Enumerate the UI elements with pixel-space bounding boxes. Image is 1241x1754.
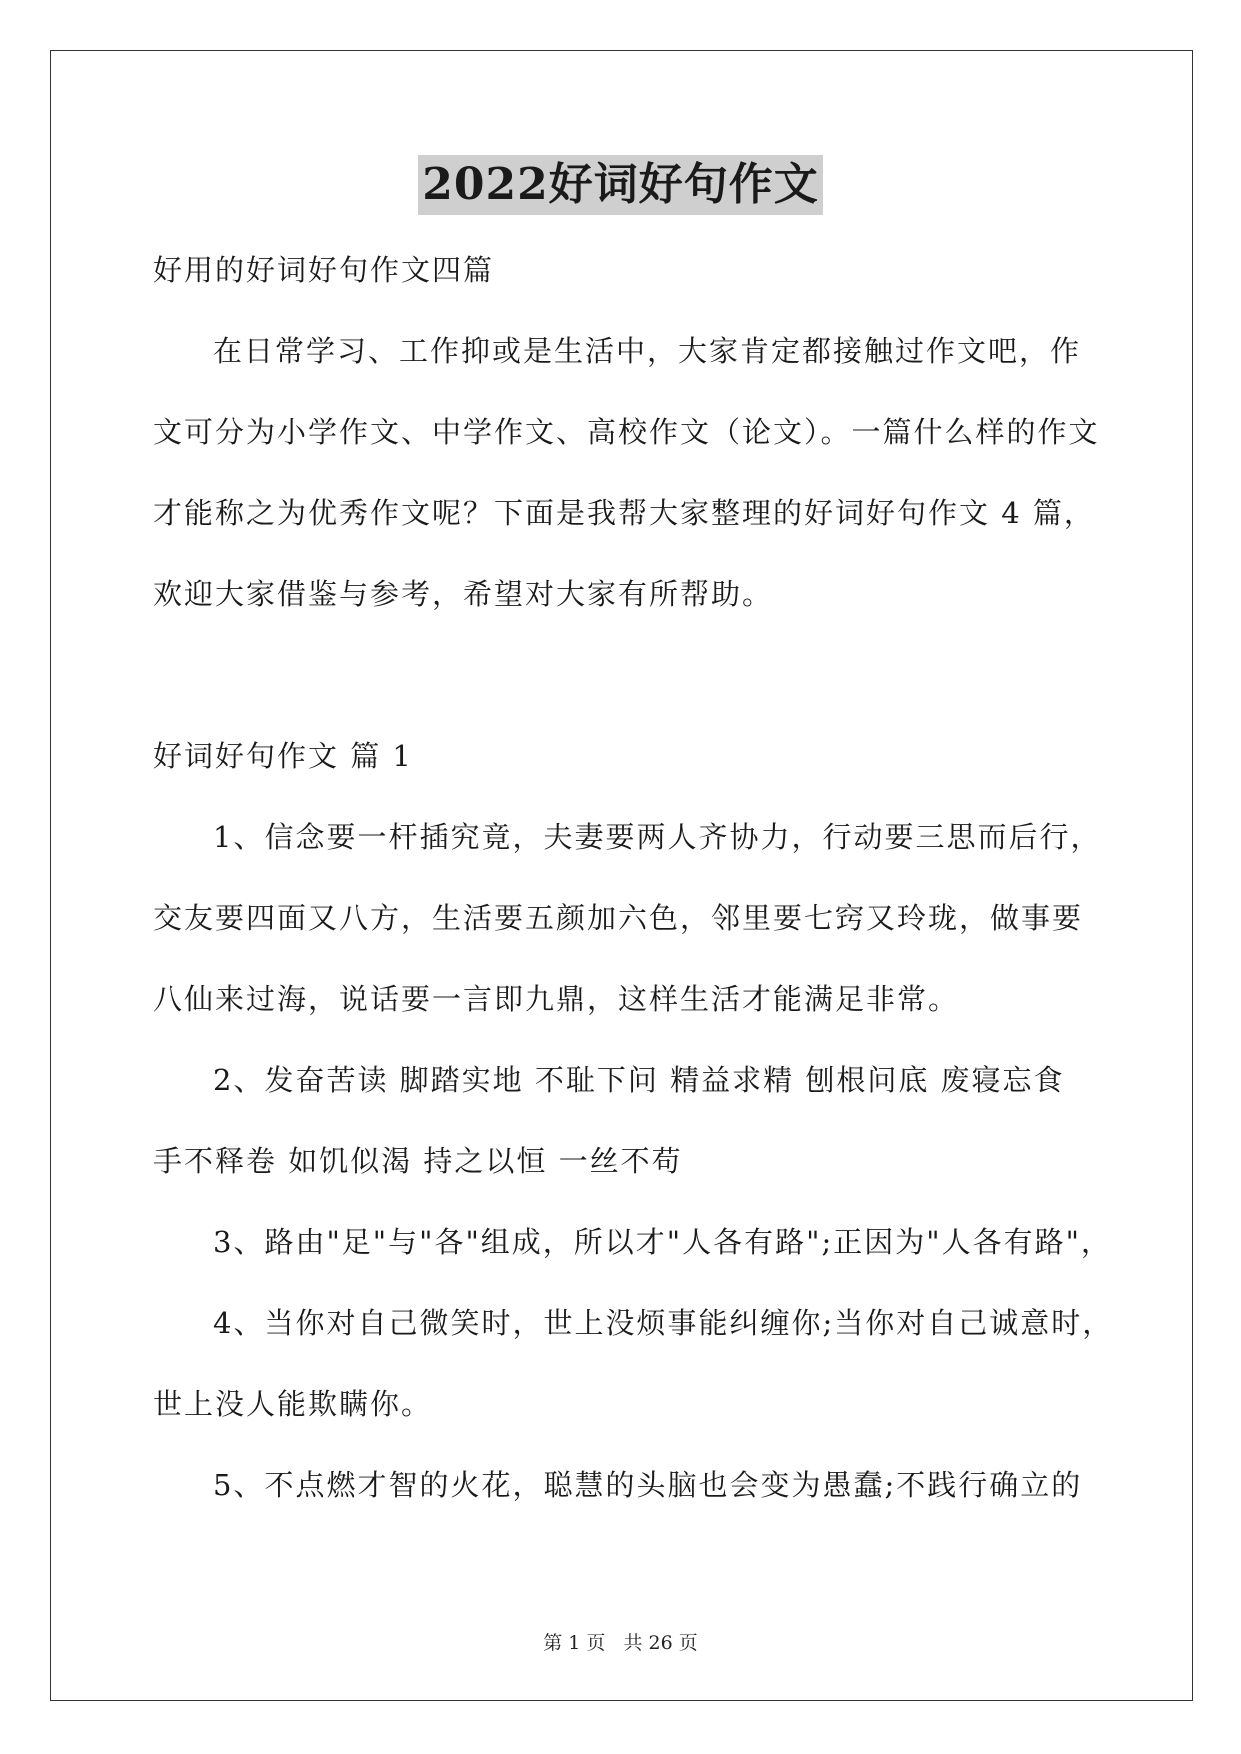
- item-line: 八仙来过海，说话要一言即九鼎，这样生活才能满足非常。: [153, 982, 960, 1016]
- page-footer: [0, 1628, 1241, 1655]
- title-container: [0, 155, 1241, 215]
- item-line: 手不释卷 如饥似渴 持之以恒 一丝不苟: [153, 1144, 683, 1178]
- page-number: 第 1 页: [543, 1632, 606, 1654]
- item-line: 世上没人能欺瞒你。: [153, 1387, 433, 1421]
- section-heading: 好词好句作文 篇 1: [153, 739, 413, 773]
- item-line: 4、当你对自己微笑时，世上没烦事能纠缠你;当你对自己诚意时，: [213, 1306, 1114, 1340]
- item-line: 交友要四面又八方，生活要五颜加六色，邻里要七窍又玲珑，做事要: [153, 901, 1084, 935]
- item-line: 3、路由"足"与"各"组成，所以才"人各有路";正因为"人各有路"，: [213, 1225, 1112, 1259]
- intro-line: 文可分为小学作文、中学作文、高校作文（论文）。一篇什么样的作文: [153, 415, 1100, 449]
- document-title: 2022好词好句作文: [418, 155, 822, 215]
- intro-line: 欢迎大家借鉴与参考，希望对大家有所帮助。: [153, 577, 774, 611]
- intro-line: 在日常学习、工作抑或是生活中，大家肯定都接触过作文吧，作: [213, 334, 1082, 368]
- item-line: 1、信念要一杆插究竟，夫妻要两人齐协力，行动要三思而后行，: [213, 820, 1102, 854]
- intro-line: 才能称之为优秀作文呢？下面是我帮大家整理的好词好句作文 4 篇，: [153, 496, 1095, 530]
- document-subtitle: 好用的好词好句作文四篇: [153, 253, 495, 287]
- page-total: 共 26 页: [623, 1632, 698, 1654]
- item-line: 2、发奋苦读 脚踏实地 不耻下问 精益求精 刨根问底 废寝忘食: [213, 1063, 1065, 1097]
- spacer: [153, 635, 1093, 716]
- item-line: 5、不点燃才智的火花，聪慧的头脑也会变为愚蠢;不践行确立的: [213, 1468, 1083, 1502]
- document-body: [153, 230, 1114, 1526]
